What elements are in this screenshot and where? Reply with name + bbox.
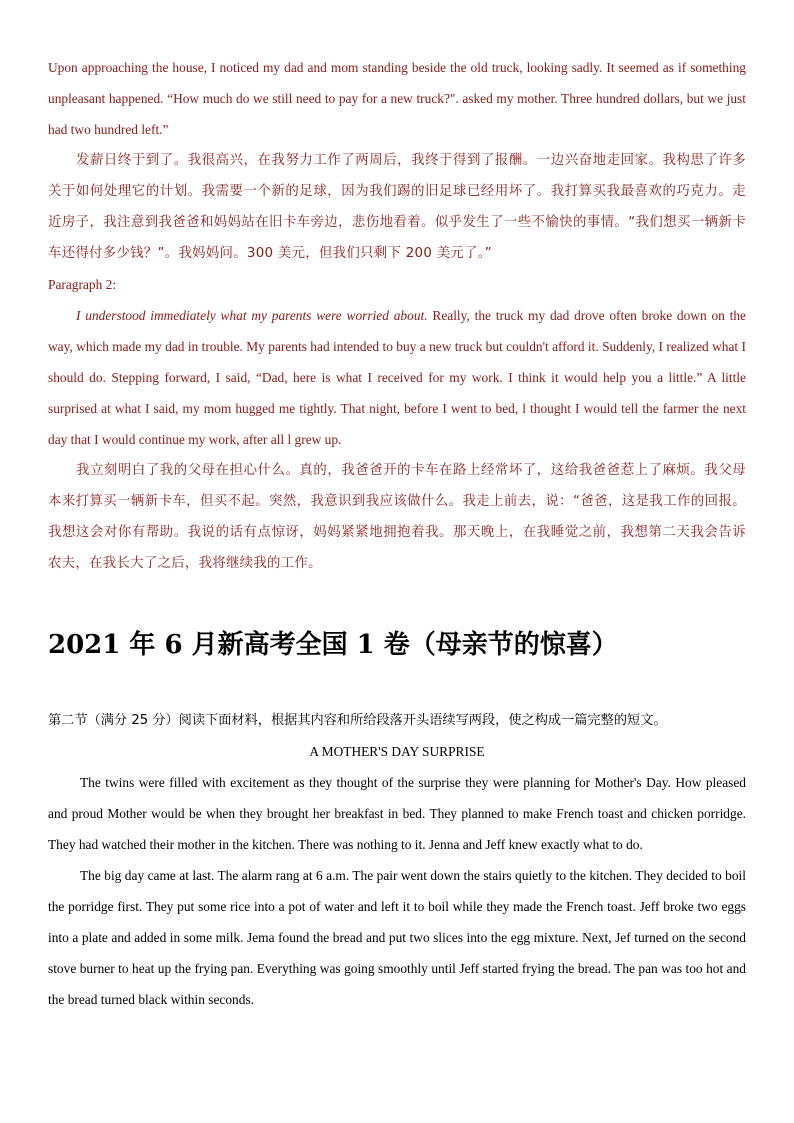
essay-paragraph-1-chinese: 发薪日终于到了。我很高兴，在我努力工作了两周后，我终于得到了报酬。一边兴奋地走回家。我构思了许多关于如何处理它的计划。我需要一个新的足球，因为我们踢的旧足球已经用坏了。我打算买我最喜欢的巧克力。走近房子，我注意到我爸爸和妈妈站在旧卡车旁边，悲伤地看着。似乎发生了一些不愉快的事情。“我们想买一辆新卡车还得付多少钱？”。我妈妈问。300 美元，但我们只剩下 200 美元了。” [48,153,746,261]
paragraph-2-opening-sentence: I understood immediately what my parents were worried about. [76,308,428,323]
paragraph-2-label: Paragraph 2: [48,277,117,292]
essay-paragraph-2-english [48,300,746,455]
exam-heading: 2021 年 6 月新高考全国 1 卷（母亲节的惊喜） [48,630,618,660]
essay-paragraph-1-english: Upon approaching the house, I noticed my dad and mom standing beside the old truck, looking sadly. It seemed as if something unpleasant happened. “How much do we still need to pay for a new truck?". asked my mother. Three hundred dollars, but we just had two hundred left.” [48,60,746,137]
document-page [48,52,746,1015]
story-paragraph-2: The big day came at last. The alarm rang at 6 a.m. The pair went down the stairs quietly to the kitchen. They decided to boil the porridge first. They put some rice into a pot of water and left it to boil while they made the French toast. Jeff broke two eggs into a plate and added in some milk. Jema found the bread and put two slices into the egg mixture. Next, Jef turned on the second stove burner to heat up the frying pan. Everything was going smoothly until Jeff started frying the bread. The pan was too hot and the bread turned black within seconds. [48,868,746,1007]
story-title: A MOTHER'S DAY SURPRISE [309,744,485,759]
story-paragraph-1: The twins were filled with excitement as they thought of the surprise they were planning for Mother's Day. How pleased and proud Mother would be when they brought her breakfast in bed. They planned to make French toast and chicken porridge. They had watched their mother in the kitchen. There was nothing to it. Jenna and Jeff knew exactly what to do. [48,775,746,852]
paragraph-2-body: Really, the truck my dad drove often broke down on the way, which made my dad in trouble. My parents had intended to buy a new truck but couldn't afford it. Suddenly, I realized what I should do. Stepping forward, I said, “Dad, here is what I received for my work. I think it would help you a little.” A little surprised at what I said, my mom hugged me tightly. That night, before I went to bed, l thought I would tell the farmer the next day that I would continue my work, after all l grew up. [48,308,747,447]
essay-paragraph-2-chinese: 我立刻明白了我的父母在担心什么。真的，我爸爸开的卡车在路上经常坏了，这给我爸爸惹上了麻烦。我父母本来打算买一辆新卡车，但买不起。突然，我意识到我应该做什么。我走上前去，说：“爸爸，这是我工作的回报。我想这会对你有帮助。我说的话有点惊讶，妈妈紧紧地拥抱着我。那天晚上，在我睡觉之前，我想第二天我会告诉农夫，在我长大了之后，我将继续我的工作。 [48,463,746,571]
exam-instruction: 第二节（满分 25 分）阅读下面材料，根据其内容和所给段落开头语续写两段，使之构成一篇完整的短文。 [48,713,667,728]
